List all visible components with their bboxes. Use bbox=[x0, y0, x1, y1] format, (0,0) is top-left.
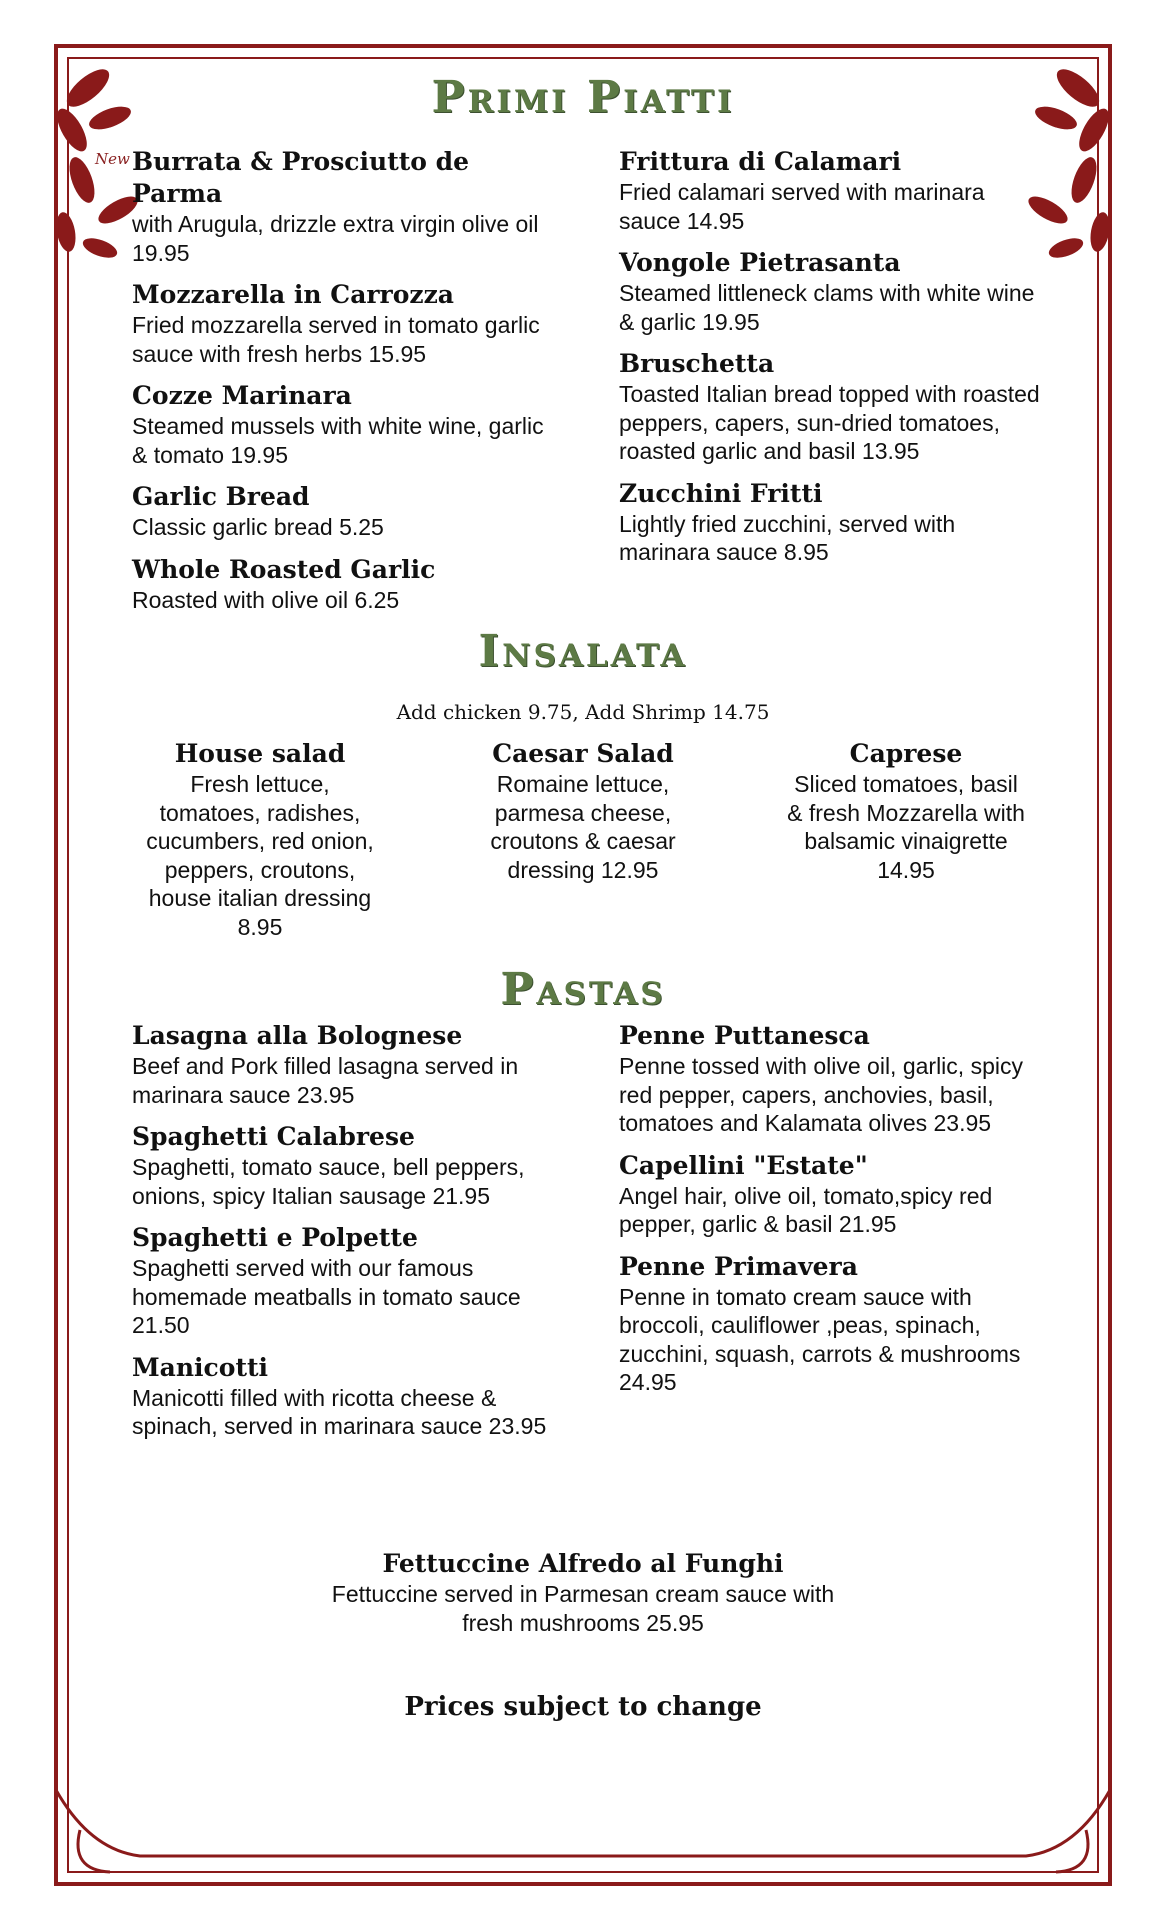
item-desc: Spaghetti, tomato sauce, bell peppers, onions, spicy Italian sausage 21.95 bbox=[132, 1154, 525, 1209]
menu-item bbox=[132, 1222, 562, 1340]
menu-item bbox=[132, 481, 562, 542]
item-desc: Romaine lettuce, parmesa cheese, croutons & caesar dressing 12.95 bbox=[490, 771, 676, 883]
item-name: Bruschetta bbox=[619, 349, 775, 378]
item-desc: Steamed littleneck clams with white wine & garlic 19.95 bbox=[619, 280, 1035, 335]
menu-item bbox=[132, 1352, 562, 1441]
primi-left-column bbox=[132, 146, 562, 626]
item-desc: Penne tossed with olive oil, garlic, spicy red pepper, capers, anchovies, basil, tomatoes and Kalamata olives 23.95 bbox=[619, 1053, 1023, 1136]
item-name: Penne Puttanesca bbox=[619, 1021, 870, 1050]
item-desc: Fried calamari served with marinara sauce 14.95 bbox=[619, 179, 985, 234]
menu-item bbox=[132, 1020, 562, 1109]
item-desc: Fettuccine served in Parmesan cream sauce with fresh mushrooms 25.95 bbox=[331, 1581, 835, 1636]
salad-item bbox=[463, 738, 703, 884]
pastas-right-column bbox=[619, 1020, 1049, 1409]
item-desc: Steamed mussels with white wine, garlic & tomato 19.95 bbox=[132, 413, 544, 468]
prices-disclaimer: Prices subject to change bbox=[404, 1692, 762, 1722]
item-desc: Toasted Italian bread topped with roasted peppers, capers, sun-dried tomatoes, roasted garlic and basil 13.95 bbox=[619, 381, 1040, 464]
menu-item bbox=[132, 279, 562, 368]
menu-item bbox=[619, 1020, 1049, 1138]
menu-item bbox=[132, 554, 562, 615]
item-desc: Lightly fried zucchini, served with marinara sauce 8.95 bbox=[619, 510, 956, 565]
section-title-pastas: Pastas bbox=[500, 964, 666, 1015]
item-desc: Beef and Pork filled lasagna served in marinara sauce 23.95 bbox=[132, 1053, 519, 1108]
item-desc: Spaghetti served with our famous homemade meatballs in tomato sauce 21.50 bbox=[132, 1255, 521, 1338]
item-name: House salad bbox=[174, 739, 346, 768]
item-name: Fettuccine Alfredo al Funghi bbox=[382, 1549, 784, 1578]
menu-item bbox=[619, 348, 1049, 466]
item-desc: Classic garlic bread 5.25 bbox=[132, 514, 384, 540]
section-title-insalata: Insalata bbox=[478, 626, 688, 677]
menu-item bbox=[132, 380, 562, 469]
item-name: Vongole Pietrasanta bbox=[619, 248, 901, 277]
item-desc: Fried mozzarella served in tomato garlic sauce with fresh herbs 15.95 bbox=[132, 312, 540, 367]
item-name: Penne Primavera bbox=[619, 1251, 858, 1281]
item-name: Whole Roasted Garlic bbox=[132, 554, 436, 584]
menu-item bbox=[619, 1150, 1049, 1239]
menu-item bbox=[619, 478, 1049, 567]
item-name: Frittura di Calamari bbox=[619, 147, 902, 176]
menu-item bbox=[132, 146, 562, 267]
new-badge: New bbox=[95, 150, 130, 168]
item-desc: Angel hair, olive oil, tomato,spicy red pepper, garlic & basil 21.95 bbox=[619, 1182, 993, 1237]
item-name: Zucchini Fritti bbox=[619, 478, 823, 508]
item-desc: Roasted with olive oil 6.25 bbox=[132, 586, 400, 613]
item-name: Capellini "Estate" bbox=[619, 1150, 868, 1180]
section-title-primi: Primi Piatti bbox=[431, 72, 735, 123]
add-protein-note: Add chicken 9.75, Add Shrimp 14.75 bbox=[396, 700, 770, 724]
item-desc: Penne in tomato cream sauce with broccoli, cauliflower ,peas, spinach, zucchini, squash, carrots & mushrooms 24.95 bbox=[619, 1283, 1021, 1395]
menu-item bbox=[619, 247, 1049, 336]
item-name: Cozze Marinara bbox=[132, 381, 352, 410]
menu-item-featured bbox=[0, 1548, 1166, 1637]
item-name: Lasagna alla Bolognese bbox=[132, 1021, 463, 1050]
item-name: Burrata & Prosciutto de Parma bbox=[132, 147, 470, 208]
menu-item bbox=[619, 146, 1049, 235]
item-name: Spaghetti e Polpette bbox=[132, 1223, 418, 1252]
item-name: Spaghetti Calabrese bbox=[132, 1122, 415, 1151]
menu-item bbox=[619, 1251, 1049, 1397]
item-desc: Manicotti filled with ricotta cheese & spinach, served in marinara sauce 23.95 bbox=[132, 1384, 547, 1439]
item-desc: with Arugula, drizzle extra virgin olive oil 19.95 bbox=[132, 211, 539, 266]
pastas-left-column bbox=[132, 1020, 562, 1453]
item-desc: Sliced tomatoes, basil & fresh Mozzarella with balsamic vinaigrette 14.95 bbox=[787, 771, 1025, 883]
item-desc: Fresh lettuce, tomatoes, radishes, cucumbers, red onion, peppers, croutons, house italian dressing 8.95 bbox=[146, 771, 374, 940]
item-name: Caprese bbox=[849, 739, 963, 768]
item-name: Manicotti bbox=[132, 1352, 269, 1382]
primi-right-column bbox=[619, 146, 1049, 579]
salad-item bbox=[786, 738, 1026, 884]
item-name: Garlic Bread bbox=[132, 482, 310, 511]
menu-item bbox=[132, 1121, 562, 1210]
item-name: Mozzarella in Carrozza bbox=[132, 280, 454, 309]
salad-item bbox=[140, 738, 380, 941]
item-name: Caesar Salad bbox=[492, 739, 674, 768]
